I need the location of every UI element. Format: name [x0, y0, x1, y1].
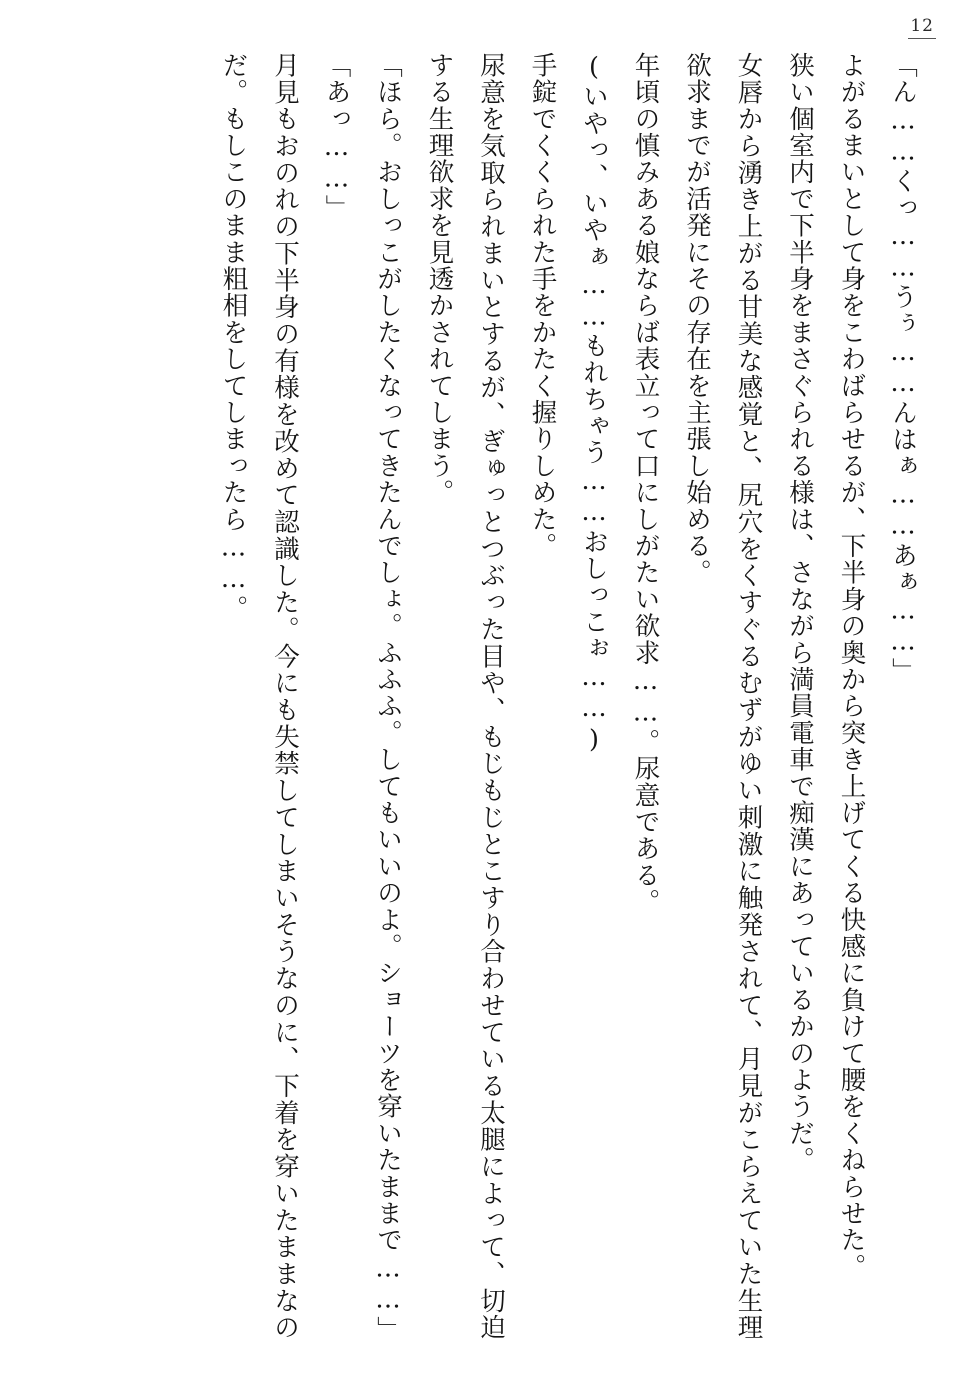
paragraph: よがるまいとして身をこわばらせるが、下半身の奥から突き上げてくる快感に負けて腰をくねらせた。	[836, 52, 867, 1281]
paragraph: 「ほら。おしっこがしたくなってきたんでしょ。ふふふ。してもいいのよ。ショーツを穿いたままで……」	[373, 52, 403, 1343]
paragraph: 年頃の慎みある娘ならば表立って口にしがたい欲求……。尿意である。	[630, 52, 661, 916]
paragraph: 狭い個室内で下半身をまさぐられる様は、さながら満員電車で痴漢にあっているかのようだ。	[785, 52, 815, 1174]
paragraph: 尿意を気取られまいとするが、ぎゅっとつぶった目や、もじもじとこすり合わせている太腿によって、切迫する生理欲求を見透かされてしまう。	[424, 52, 506, 1341]
page-body-text	[64, 52, 928, 1341]
page-number: 12	[908, 18, 936, 39]
paragraph: 女唇から湧き上がる甘美な感覚と、尻穴をくすぐるむずがゆい刺激に触発されて、月見がこらえていた生理欲求までが活発にその存在を主張し始める。	[682, 52, 764, 1341]
paragraph: 月見もおのれの下半身の有様を改めて認識した。今にも失禁してしまいそうなのに、下着を穿いたままなのだ。もしこのまま粗相をしてしまったら……。	[218, 52, 300, 1341]
paragraph: 手錠でくくられた手をかたく握りしめた。	[527, 52, 558, 560]
paragraph: 「あっ……」	[321, 52, 352, 222]
paragraph: (いやっ、いやぁ……もれちゃう……おしっこぉ……)	[579, 52, 609, 756]
paragraph: 「ん……くっ……うぅ……んはぁ……あぁ……」	[888, 52, 918, 685]
